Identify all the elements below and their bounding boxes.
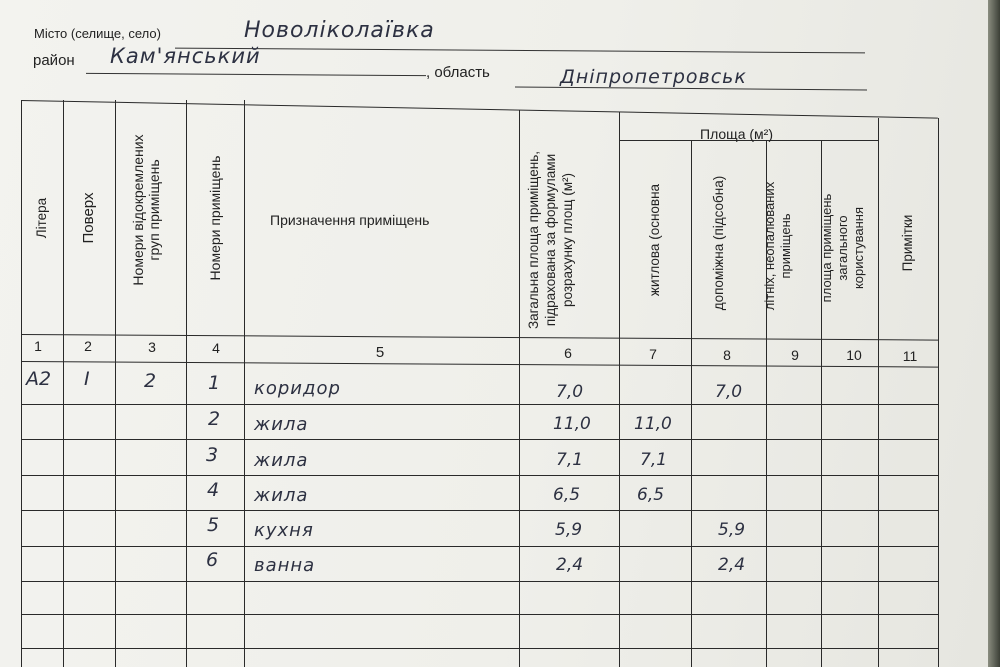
grid-line bbox=[21, 510, 938, 511]
col-header-purpose: Призначення приміщень bbox=[270, 212, 430, 228]
col-number: 6 bbox=[564, 345, 572, 361]
cell-room: 5 bbox=[207, 514, 220, 536]
cell-room: 3 bbox=[206, 444, 219, 466]
region-value: Дніпропетровськ bbox=[560, 66, 747, 88]
col-header-liter: Літера bbox=[34, 197, 49, 239]
col-number: 10 bbox=[846, 347, 862, 363]
cell-aux: 7,0 bbox=[715, 382, 743, 402]
cell-living: 6,5 bbox=[637, 485, 665, 505]
grid-line bbox=[21, 581, 938, 582]
cell-total: 7,1 bbox=[556, 450, 584, 470]
cell-room: 6 bbox=[206, 549, 219, 571]
col-header-aux: допоміжна (підсобна) bbox=[711, 175, 726, 311]
city-value: Новоліколаївка bbox=[244, 18, 435, 43]
col-number: 9 bbox=[791, 347, 799, 363]
cell-total: 5,9 bbox=[555, 520, 583, 540]
col-number: 7 bbox=[649, 346, 657, 362]
cell-room: 4 bbox=[207, 479, 220, 501]
grid-line bbox=[878, 118, 879, 667]
cell-purpose: жила bbox=[254, 485, 309, 506]
col-header-groups: Номери відокремлених груп приміщень bbox=[130, 134, 162, 286]
col-number: 2 bbox=[84, 338, 92, 354]
region-label: , область bbox=[426, 64, 490, 81]
city-label: Місто (селище, село) bbox=[34, 26, 161, 41]
grid-line bbox=[619, 112, 620, 667]
cell-purpose: кухня bbox=[254, 520, 314, 541]
col-header-total-area: Загальна площа приміщень, підрахована за формулами розрахунку площ (м²) bbox=[526, 151, 575, 329]
cell-floor: І bbox=[84, 368, 90, 390]
col-number: 1 bbox=[34, 338, 42, 354]
cell-living: 7,1 bbox=[640, 450, 668, 470]
cell-living: 11,0 bbox=[634, 414, 672, 434]
col-number: 3 bbox=[148, 339, 156, 355]
cell-purpose: коридор bbox=[254, 378, 341, 399]
grid-line bbox=[21, 546, 938, 547]
district-value: Кам'янський bbox=[110, 44, 261, 68]
grid-line bbox=[21, 648, 938, 649]
cell-total: 6,5 bbox=[553, 485, 581, 505]
cell-room: 2 bbox=[208, 408, 221, 430]
area-group-title: Площа (м²) bbox=[700, 126, 773, 142]
col-header-rooms: Номери приміщень bbox=[207, 155, 223, 281]
col-number: 5 bbox=[375, 344, 385, 361]
district-label: район bbox=[33, 52, 75, 69]
cell-liter: А2 bbox=[26, 368, 52, 390]
grid-line bbox=[21, 100, 938, 119]
col-header-common: площа приміщень загального користування bbox=[819, 193, 866, 303]
grid-line bbox=[21, 439, 938, 440]
col-header-notes: Примітки bbox=[900, 214, 915, 272]
grid-line bbox=[938, 118, 939, 667]
col-header-floor: Поверх bbox=[80, 192, 97, 244]
col-number: 11 bbox=[902, 348, 918, 364]
grid-line bbox=[519, 110, 520, 667]
cell-room: 1 bbox=[208, 372, 221, 394]
cell-total: 11,0 bbox=[553, 414, 591, 434]
cell-total: 2,4 bbox=[556, 555, 584, 575]
cell-aux: 5,9 bbox=[718, 520, 746, 540]
grid-line bbox=[21, 404, 938, 405]
col-header-living: житлова (основна bbox=[647, 183, 662, 297]
col-number: 4 bbox=[212, 340, 220, 356]
cell-purpose: жила bbox=[254, 414, 309, 435]
cell-group: 2 bbox=[144, 370, 157, 392]
col-number: 8 bbox=[723, 347, 731, 363]
cell-aux: 2,4 bbox=[718, 555, 746, 575]
grid-line bbox=[21, 614, 938, 615]
grid-line bbox=[21, 475, 938, 476]
cell-purpose: жила bbox=[254, 450, 309, 471]
col-header-summer: літніх, неопалюваних приміщень bbox=[762, 181, 793, 311]
background-edge bbox=[988, 0, 1000, 667]
cell-purpose: ванна bbox=[254, 555, 316, 576]
cell-total: 7,0 bbox=[556, 382, 584, 402]
